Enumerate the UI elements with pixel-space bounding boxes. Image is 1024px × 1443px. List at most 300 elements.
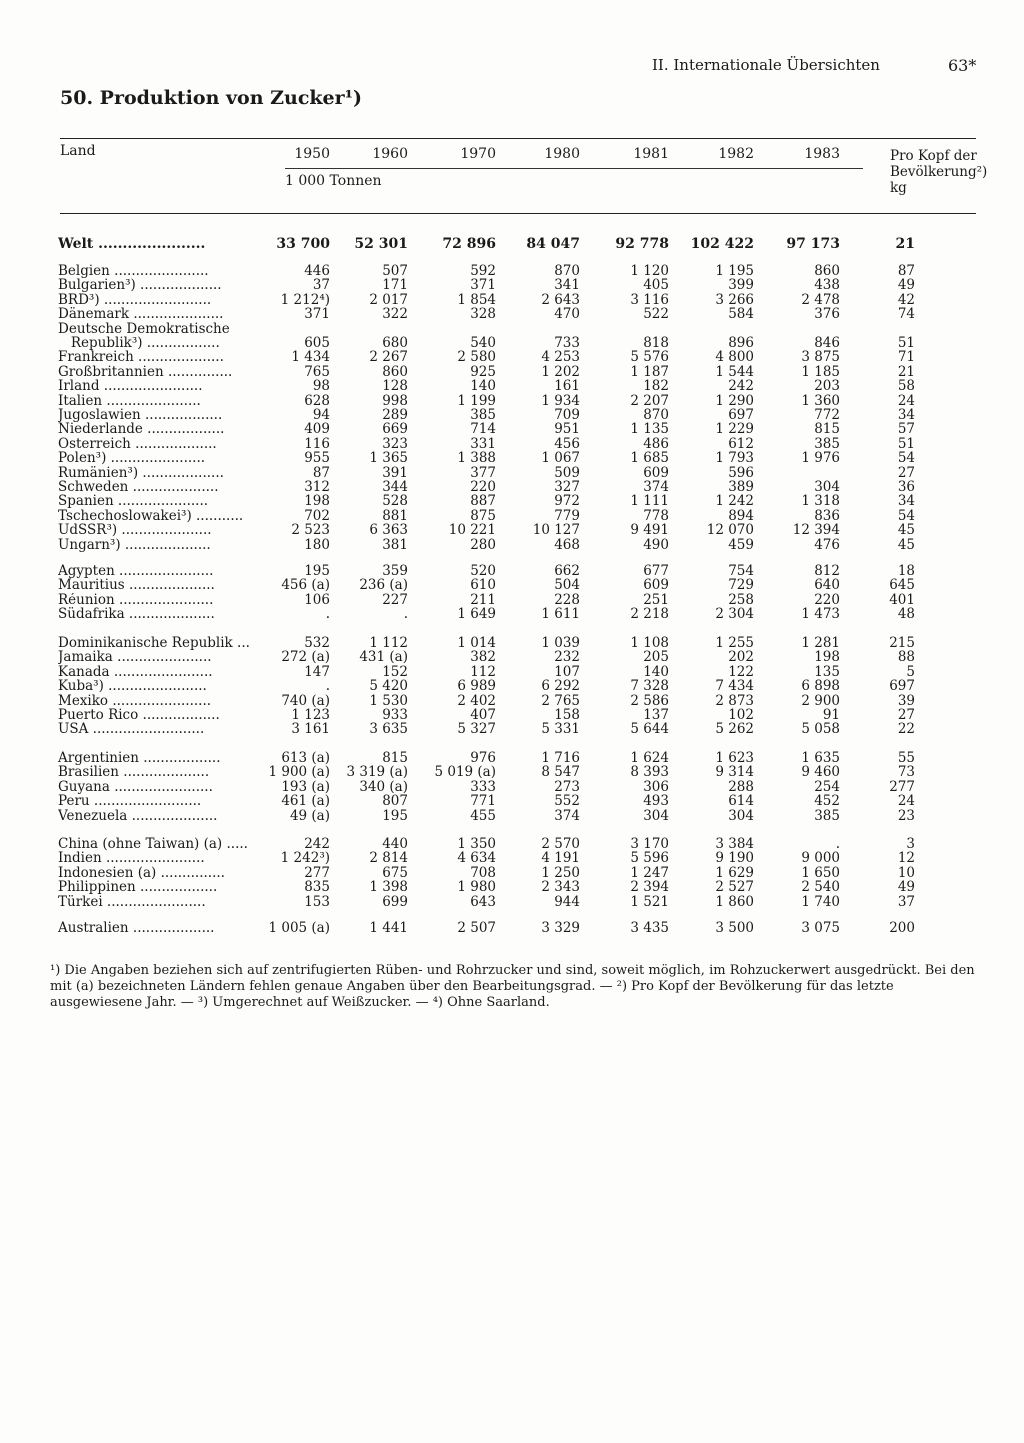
value-cell: 6 898 [801,678,840,695]
value-cell: 896 [728,335,754,351]
value-cell: 52 301 [354,236,408,252]
value-cell: 1 900 (a) [268,764,330,781]
value-cell: 2 527 [715,879,754,896]
table-row [0,593,1024,607]
value-cell: 288 [728,778,754,795]
table-row [0,480,1024,494]
value-cell: 3 075 [801,920,840,936]
value-cell: 677 [643,563,669,579]
table-top-rule [60,138,976,139]
value-cell: 399 [728,277,754,294]
value-cell: 708 [470,864,496,881]
value-cell: 1 980 [457,879,496,896]
value-cell: 860 [382,363,408,380]
table-row [0,394,1024,408]
table-row [0,451,1024,465]
value-cell: 1 740 [801,893,840,910]
value-cell: 289 [382,407,408,423]
value-cell: 1 290 [715,392,754,409]
value-cell: 699 [382,893,408,910]
year-header: 1970 [460,146,496,162]
value-cell: 468 [554,536,580,553]
value-cell: 277 [304,864,330,881]
value-cell: 870 [643,407,669,423]
value-cell: 1 629 [715,864,754,881]
value-cell: 5 058 [801,721,840,738]
value-cell: 137 [643,707,669,723]
value-cell: 612 [728,435,754,452]
page-number: 63* [948,56,977,75]
value-cell: 8 393 [630,764,669,781]
table-row [0,722,1024,736]
value-cell: 3 319 (a) [346,764,408,781]
value-cell: 1 860 [715,893,754,910]
value-cell: 1 365 [369,450,408,467]
country-label: Philippinen .................. [58,880,218,895]
value-cell: 7 328 [630,678,669,695]
value-cell: 5 327 [457,721,496,738]
country-label: Tschechoslowakei³) ........... [58,508,244,524]
value-cell: 2 814 [369,850,408,867]
value-cell: 1 187 [630,363,669,380]
country-label: Rumänien³) ................... [58,465,224,480]
table-row [0,921,1024,935]
value-cell: 312 [304,479,330,495]
table-row [0,408,1024,422]
value-cell: 1 624 [630,750,669,766]
value-cell: 344 [382,479,408,495]
table-row [0,751,1024,765]
value-cell: 376 [814,306,840,323]
table-row [0,494,1024,508]
value-cell: 1 108 [630,635,669,651]
value-cell: 58 [897,378,915,395]
value-cell: 140 [470,378,496,395]
year-header: 1983 [804,146,840,162]
value-cell: 5 [906,663,915,680]
value-cell: 54 [897,507,915,524]
value-cell: 771 [470,793,496,810]
value-cell: 1 521 [630,893,669,910]
value-cell: 193 (a) [281,778,330,795]
country-label: Italien ...................... [58,393,201,408]
value-cell: 1 039 [541,635,580,651]
value-cell: 1 112 [369,635,408,651]
value-cell: 6 292 [541,678,580,695]
value-cell: 520 [470,563,496,579]
value-cell: 733 [554,335,580,351]
footnote: ¹) Die Angaben beziehen sich auf zentrifugierten Rüben- und Rohrzucker und sind, soweit möglich, im Rohzuckerwert ausgedrückt. Bei den mit (a) bezeichneten Ländern fehlen genaue Angaben über den Bearbeitungsgrad. — ²) Pro Kopf der Bevölkerung für das letzte ausgewiesene Jahr. — ³) Umgerechnet auf Weißzucker. — ⁴) Ohne Saarland. [50,963,975,1010]
value-cell: 610 [470,577,496,594]
value-cell: 227 [382,591,408,608]
value-cell: 2 570 [541,836,580,852]
value-cell: 613 (a) [281,750,330,766]
value-cell: 322 [382,306,408,323]
value-cell: 84 047 [526,236,580,252]
country-label: USA .......................... [58,722,205,737]
value-cell: 49 (a) [289,807,330,824]
value-cell: 34 [897,407,915,423]
value-cell: 486 [643,435,669,452]
value-cell: 102 [728,707,754,723]
value-cell: 327 [554,479,580,495]
value-cell: 1 685 [630,450,669,467]
table-row [0,322,1024,336]
table-row [0,636,1024,650]
country-label: Großbritannien ............... [58,364,233,380]
world-row [0,237,1024,251]
table-row [0,365,1024,379]
value-cell: 680 [382,335,408,351]
value-cell: 220 [814,591,840,608]
table-row [0,379,1024,393]
value-cell: 198 [304,493,330,510]
value-cell: 1 623 [715,750,754,766]
value-cell: 48 [897,606,915,623]
value-cell: 881 [382,507,408,524]
value-cell: 875 [470,507,496,524]
value-cell: 23 [897,807,915,824]
table-row [0,307,1024,321]
country-label: Réunion ...................... [58,592,214,608]
value-cell: 385 [470,407,496,423]
value-cell: 493 [643,793,669,810]
value-cell: 9 491 [630,522,669,539]
value-cell: 382 [470,649,496,666]
table-row [0,578,1024,592]
value-cell: 304 [643,807,669,824]
value-cell: 88 [897,649,915,666]
country-label: Irland ....................... [58,379,203,394]
value-cell: 779 [554,507,580,524]
value-cell: 3 329 [541,920,580,936]
value-cell: 609 [643,464,669,481]
header-bottom-rule [60,213,976,214]
value-cell: 9 000 [801,850,840,867]
value-cell: 272 (a) [281,649,330,666]
value-cell: 540 [470,335,496,351]
country-label: Schweden .................... [58,480,219,495]
value-cell: 12 [897,850,915,867]
value-cell: 1 120 [630,263,669,279]
year-header: 1960 [372,146,408,162]
value-cell: 3 635 [369,721,408,738]
value-cell: 2 900 [801,692,840,709]
value-cell: 409 [304,421,330,438]
value-cell: 254 [814,778,840,795]
country-label: Polen³) ...................... [58,451,206,466]
country-label: Puerto Rico .................. [58,708,220,723]
value-cell: 5 262 [715,721,754,738]
value-cell: 340 (a) [359,778,408,795]
table-row [0,538,1024,552]
country-label: BRD³) ......................... [58,292,212,308]
value-cell: 697 [889,678,915,695]
value-cell: 371 [304,306,330,323]
value-cell: 2 580 [457,349,496,366]
value-cell: 669 [382,421,408,438]
value-cell: 215 [889,635,915,651]
value-cell: 236 (a) [359,577,408,594]
value-cell: 21 [897,363,915,380]
value-cell: 2 478 [801,291,840,308]
value-cell: 2 507 [457,920,496,936]
value-cell: 3 161 [291,721,330,738]
value-cell: 22 [897,721,915,738]
value-cell: 87 [312,464,330,481]
table-row [0,437,1024,451]
value-cell: 3 435 [630,920,669,936]
value-cell: 71 [897,349,915,366]
value-cell: 10 [897,864,915,881]
value-cell: 1 242³) [280,850,330,867]
value-cell: 407 [470,707,496,723]
value-cell: 807 [382,793,408,810]
value-cell: 135 [814,663,840,680]
country-label: Republik³) ................. [58,336,220,351]
value-cell: 21 [895,236,915,252]
value-cell: 1 185 [801,363,840,380]
value-cell: 662 [554,563,580,579]
value-cell: 147 [304,663,330,680]
value-cell: 4 191 [541,850,580,867]
value-cell: 333 [470,778,496,795]
value-cell: 592 [470,263,496,279]
value-cell: 702 [304,507,330,524]
value-cell: 709 [554,407,580,423]
value-cell: 200 [889,920,915,936]
country-label: Ägypten ...................... [58,564,214,579]
value-cell: 9 460 [801,764,840,781]
value-cell: 714 [470,421,496,438]
value-cell: 528 [382,493,408,510]
table-row [0,708,1024,722]
value-cell: 1 195 [715,263,754,279]
value-cell: 37 [897,893,915,910]
country-label: Argentinien .................. [58,751,221,766]
value-cell: 1 530 [369,692,408,709]
table-row [0,665,1024,679]
value-cell: 729 [728,577,754,594]
value-cell: . [325,606,330,623]
value-cell: 122 [728,663,754,680]
value-cell: 5 576 [630,349,669,366]
value-cell: 836 [814,507,840,524]
value-cell: 4 800 [715,349,754,366]
value-cell: 1 441 [369,920,408,936]
value-cell: 258 [728,591,754,608]
value-cell: 277 [889,778,915,795]
value-cell: 456 [554,435,580,452]
value-cell: 1 388 [457,450,496,467]
value-cell: 1 135 [630,421,669,438]
value-cell: 452 [814,793,840,810]
value-cell: 1 199 [457,392,496,409]
value-cell: 1 854 [457,291,496,308]
value-cell: 2 218 [630,606,669,623]
value-cell: 220 [470,479,496,495]
table-row [0,765,1024,779]
value-cell: 4 253 [541,349,580,366]
value-cell: 2 523 [291,522,330,539]
value-cell: 1 202 [541,363,580,380]
value-cell: 2 643 [541,291,580,308]
value-cell: 504 [554,577,580,594]
value-cell: 628 [304,392,330,409]
value-cell: 1 067 [541,450,580,467]
value-cell: 2 304 [715,606,754,623]
country-label: Australien ................... [58,921,215,936]
value-cell: 374 [554,807,580,824]
country-label: Türkei ....................... [58,894,206,909]
value-cell: 887 [470,493,496,510]
value-cell: 42 [897,291,915,308]
value-cell: 1 934 [541,392,580,409]
value-cell: 51 [897,335,915,351]
value-cell: 4 634 [457,850,496,867]
value-cell: 74 [897,306,915,323]
value-cell: 522 [643,306,669,323]
value-cell: 242 [304,836,330,852]
table-row [0,264,1024,278]
value-cell: 1 650 [801,864,840,881]
value-cell: 1 793 [715,450,754,467]
table-row [0,466,1024,480]
value-cell: 273 [554,778,580,795]
value-cell: 1 544 [715,363,754,380]
value-cell: 5 331 [541,721,580,738]
value-cell: 3 500 [715,920,754,936]
value-cell: 1 123 [291,707,330,723]
value-cell: 72 896 [442,236,496,252]
value-cell: 933 [382,707,408,723]
value-cell: 5 644 [630,721,669,738]
country-label: Frankreich .................... [58,350,224,365]
table-row [0,780,1024,794]
value-cell: 10 127 [532,522,580,539]
value-cell: 740 (a) [281,692,330,709]
value-cell: 92 778 [615,236,669,252]
value-cell: 3 170 [630,836,669,852]
value-cell: 153 [304,893,330,910]
value-cell: 306 [643,778,669,795]
value-cell: 94 [312,407,330,423]
value-cell: 1 014 [457,635,496,651]
value-cell: 3 116 [630,291,669,308]
value-cell: 870 [554,263,580,279]
value-cell: 18 [897,563,915,579]
table-row [0,866,1024,880]
country-label: Ungarn³) .................... [58,537,211,552]
value-cell: 3 [906,836,915,852]
value-cell: 9 190 [715,850,754,867]
value-cell: 182 [643,378,669,395]
value-cell: 455 [470,807,496,824]
country-label: Brasilien .................... [58,765,210,780]
value-cell: 1 111 [630,493,669,510]
value-cell: 2 540 [801,879,840,896]
value-cell: 643 [470,893,496,910]
value-cell: 389 [728,479,754,495]
value-cell: 97 173 [786,236,840,252]
value-cell: 3 384 [715,836,754,852]
value-cell: 36 [897,479,915,495]
value-cell: 697 [728,407,754,423]
value-cell: 818 [643,335,669,351]
value-cell: 57 [897,421,915,438]
value-cell: 9 314 [715,764,754,781]
value-cell: 584 [728,306,754,323]
table-row [0,809,1024,823]
value-cell: 2 402 [457,692,496,709]
value-cell: 2 873 [715,692,754,709]
table-row [0,278,1024,292]
value-cell: 440 [382,836,408,852]
value-cell: 341 [554,277,580,294]
value-cell: 374 [643,479,669,495]
value-cell: 45 [897,536,915,553]
country-label: Niederlande .................. [58,422,225,437]
value-cell: 507 [382,263,408,279]
value-cell: 812 [814,563,840,579]
value-cell: 116 [304,435,330,452]
value-cell: 2 765 [541,692,580,709]
value-cell: 6 989 [457,678,496,695]
value-cell: 2 267 [369,349,408,366]
value-cell: 180 [304,536,330,553]
value-cell: 998 [382,392,408,409]
value-cell: 385 [814,435,840,452]
country-label: Spanien ..................... [58,494,209,509]
value-cell: 328 [470,306,496,323]
country-label: Dänemark ..................... [58,307,224,322]
country-label: Kanada ....................... [58,664,213,680]
year-header: 1981 [633,146,669,162]
value-cell: 198 [814,649,840,666]
value-cell: 846 [814,335,840,351]
value-cell: 1 434 [291,349,330,366]
value-cell: 2 207 [630,392,669,409]
value-cell: 140 [643,663,669,680]
value-cell: 976 [470,750,496,766]
value-cell: 107 [554,663,580,680]
value-cell: 765 [304,363,330,380]
value-cell: 8 547 [541,764,580,781]
value-cell: 1 250 [541,864,580,881]
value-cell: 2 017 [369,291,408,308]
section-header: II. Internationale Übersichten [652,56,880,74]
country-label: Dominikanische Republik ... [58,636,250,651]
value-cell: 12 394 [792,522,840,539]
value-cell: 128 [382,378,408,395]
value-cell: 778 [643,507,669,524]
value-cell: 772 [814,407,840,423]
value-cell: 359 [382,563,408,579]
value-cell: 73 [897,764,915,781]
value-cell: 385 [814,807,840,824]
value-cell: 91 [822,707,840,723]
table-title: 50. Produktion von Zucker¹) [60,87,362,109]
value-cell: 112 [470,663,496,680]
value-cell: 7 434 [715,678,754,695]
table-row [0,564,1024,578]
value-cell: 158 [554,707,580,723]
country-label: Deutsche Demokratische [58,321,230,336]
value-cell: 3 266 [715,291,754,308]
value-cell: 815 [382,750,408,766]
value-cell: 242 [728,378,754,395]
table-row [0,350,1024,364]
